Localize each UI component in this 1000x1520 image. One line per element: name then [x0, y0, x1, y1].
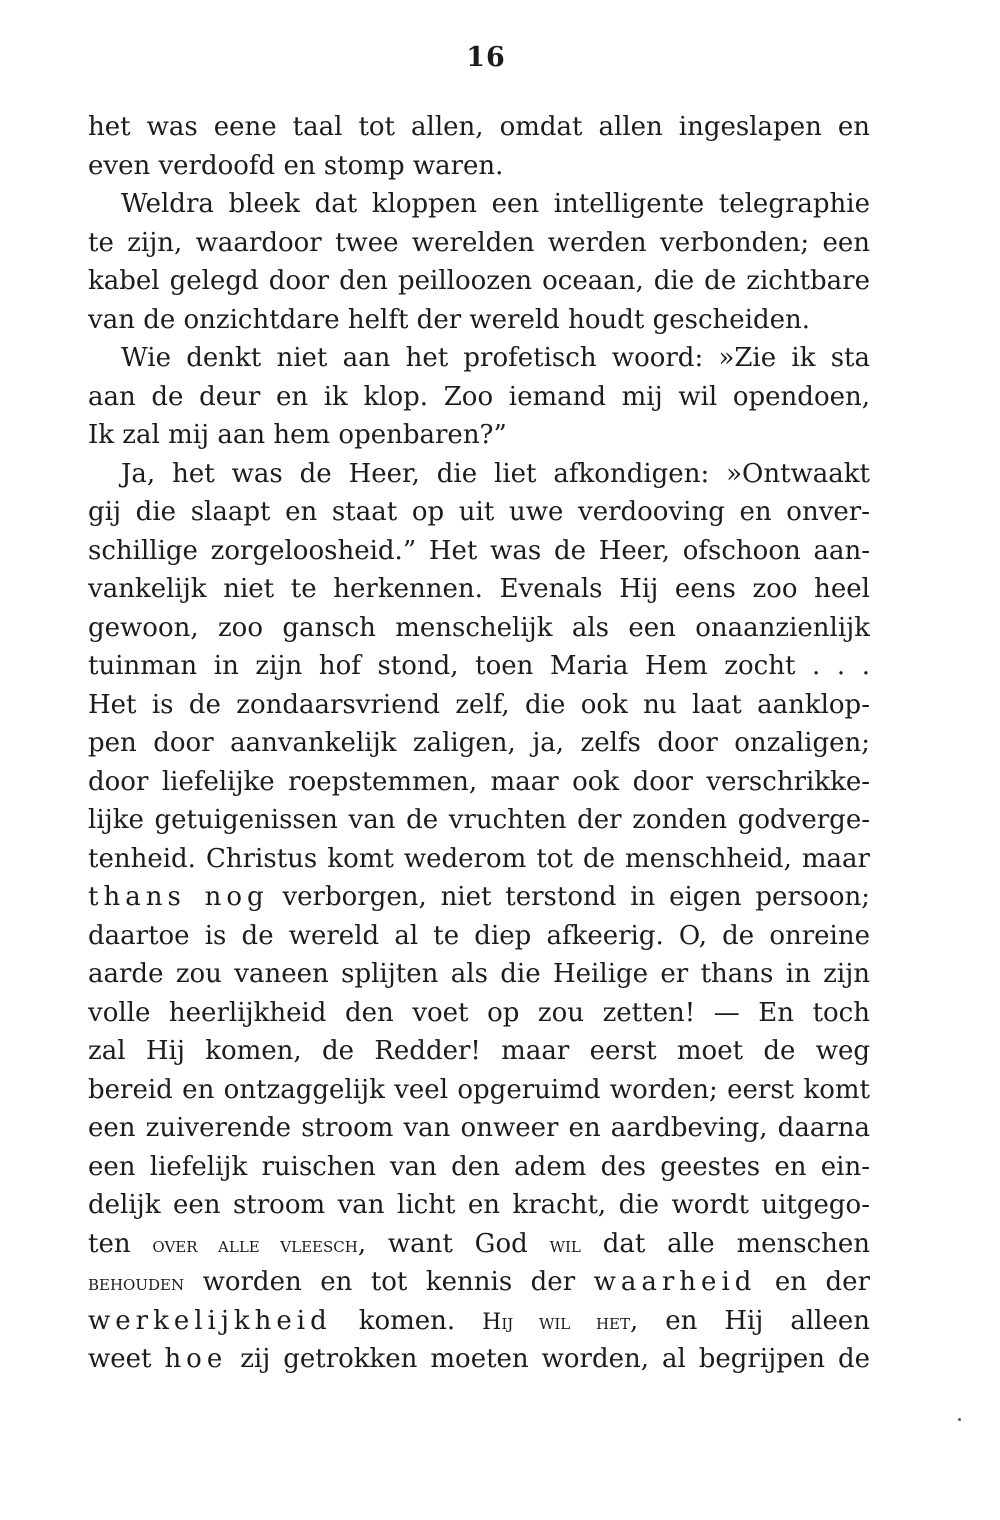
text-line [88, 1032, 870, 1071]
text-run: lijke getuigenissen van de vruchten der zonden godverge- [88, 805, 870, 835]
text-line [88, 647, 870, 686]
text-run: ten [88, 1228, 153, 1259]
text-line [88, 609, 870, 648]
text-run: Ja, het was de Heer, die liet afkondigen: »Ontwaakt [121, 458, 870, 489]
text-run: van de onzichtdare helft der wereld houdt gescheiden. [88, 304, 810, 335]
text-run: het was eene taal tot allen, omdat allen ingeslapen en [88, 112, 870, 142]
small-caps-emphasis: wil [549, 1232, 581, 1258]
text-line [88, 224, 870, 263]
text-line [88, 455, 870, 494]
text-run: door liefelijke roepstemmen, maar ook door verschrikke- [88, 766, 870, 797]
text-run: een zuiverende stroom van onweer en aardbeving, daarna [88, 1113, 870, 1143]
small-caps-emphasis: Hij wil het [482, 1309, 630, 1335]
text-line [88, 1263, 870, 1302]
text-run: tuinman in zijn hof stond, toen Maria Hem zocht . . . [88, 651, 870, 681]
text-run: zal Hij komen, de Redder! maar eerst moet de weg [88, 1036, 870, 1066]
spaced-emphasis: thans nog [88, 882, 269, 912]
text-line [88, 1148, 870, 1187]
text-run: Ik zal mij aan hem openbaren?” [88, 420, 507, 450]
text-line [88, 108, 870, 147]
text-run: bereid en ontzaggelijk veel opgeruimd worden; eerst komt [88, 1074, 870, 1105]
text-line [88, 724, 870, 763]
text-run: , want God [357, 1228, 550, 1259]
text-line [88, 570, 870, 609]
text-run: verborgen, niet terstond in eigen persoon; [268, 882, 870, 912]
text-run: aan de deur en ik klop. Zoo iemand mij wil opendoen, [88, 381, 870, 412]
text-run: volle heerlijkheid den voet op zou zetten! — En toch [88, 997, 870, 1028]
text-run: komen. [331, 1305, 483, 1336]
text-run: delijk een stroom van licht en kracht, die wordt uitgego- [88, 1190, 870, 1220]
print-speck [958, 1418, 961, 1421]
text-line [88, 416, 870, 455]
text-line [88, 1340, 870, 1379]
text-line [88, 686, 870, 725]
text-line [88, 262, 870, 301]
text-run: kabel gelegd door den peilloozen oceaan, die de zichtbare [88, 266, 870, 296]
small-caps-emphasis: behouden [88, 1271, 185, 1296]
text-line [88, 147, 870, 186]
text-run: vankelijk niet te herkennen. Evenals Hij eens zoo heel [88, 574, 870, 604]
text-run: en der [756, 1267, 870, 1297]
text-run: aarde zou vaneen splijten als die Heilige er thans in zijn [88, 959, 870, 989]
text-run: Wie denkt niet aan het profetisch woord: »Zie ik sta [121, 343, 870, 373]
text-line [88, 840, 870, 879]
text-line [88, 917, 870, 956]
text-line [88, 1225, 870, 1264]
text-run: een liefelijk ruischen van den adem des geestes en ein- [88, 1151, 870, 1182]
text-run: worden en tot kennis der [184, 1267, 594, 1297]
text-line [88, 955, 870, 994]
text-line [88, 532, 870, 571]
text-line [88, 763, 870, 802]
text-line [88, 1071, 870, 1110]
text-line [88, 185, 870, 224]
spaced-emphasis: werkelijkheid [88, 1305, 332, 1336]
text-run: daartoe is de wereld al te diep afkeerig. O, de onreine [88, 920, 870, 951]
text-run: dat alle menschen [580, 1228, 870, 1259]
text-run: pen door aanvankelijk zaligen, ja, zelfs door onzaligen; [88, 728, 870, 758]
text-run: tenheid. Christus komt wederom tot de menschheid, maar [88, 843, 870, 874]
text-run: zij getrokken moeten worden, al begrijpen de [227, 1344, 870, 1374]
text-run: gewoon, zoo gansch menschelijk als een onaanzienlijk [88, 612, 870, 643]
text-line [88, 339, 870, 378]
text-run: weet [88, 1344, 165, 1374]
text-line [88, 1109, 870, 1148]
text-line [88, 301, 870, 340]
text-run: schillige zorgeloosheid.” Het was de Heer, ofschoon aan- [88, 535, 870, 566]
page-number: 16 [466, 42, 506, 73]
text-line [88, 994, 870, 1033]
text-line [88, 1302, 870, 1341]
text-line [88, 801, 870, 840]
text-run: te zijn, waardoor twee werelden werden verbonden; een [88, 227, 870, 258]
text-line [88, 493, 870, 532]
text-run: even verdoofd en stomp waren. [88, 150, 504, 181]
text-run: Weldra bleek dat kloppen een intelligente telegraphie [121, 189, 870, 219]
spaced-emphasis: hoe [164, 1344, 228, 1374]
small-caps-emphasis: over alle vleesch [152, 1232, 358, 1258]
text-line [88, 378, 870, 417]
text-run: Het is de zondaarsvriend zelf, die ook nu laat aanklop- [88, 689, 870, 720]
spaced-emphasis: waarheid [593, 1267, 757, 1297]
text-line [88, 1186, 870, 1225]
text-run: gij die slaapt en staat op uit uwe verdooving en onver- [88, 497, 870, 527]
text-run: , en Hij alleen [630, 1305, 870, 1336]
body-text [88, 108, 870, 1379]
text-line [88, 878, 870, 917]
